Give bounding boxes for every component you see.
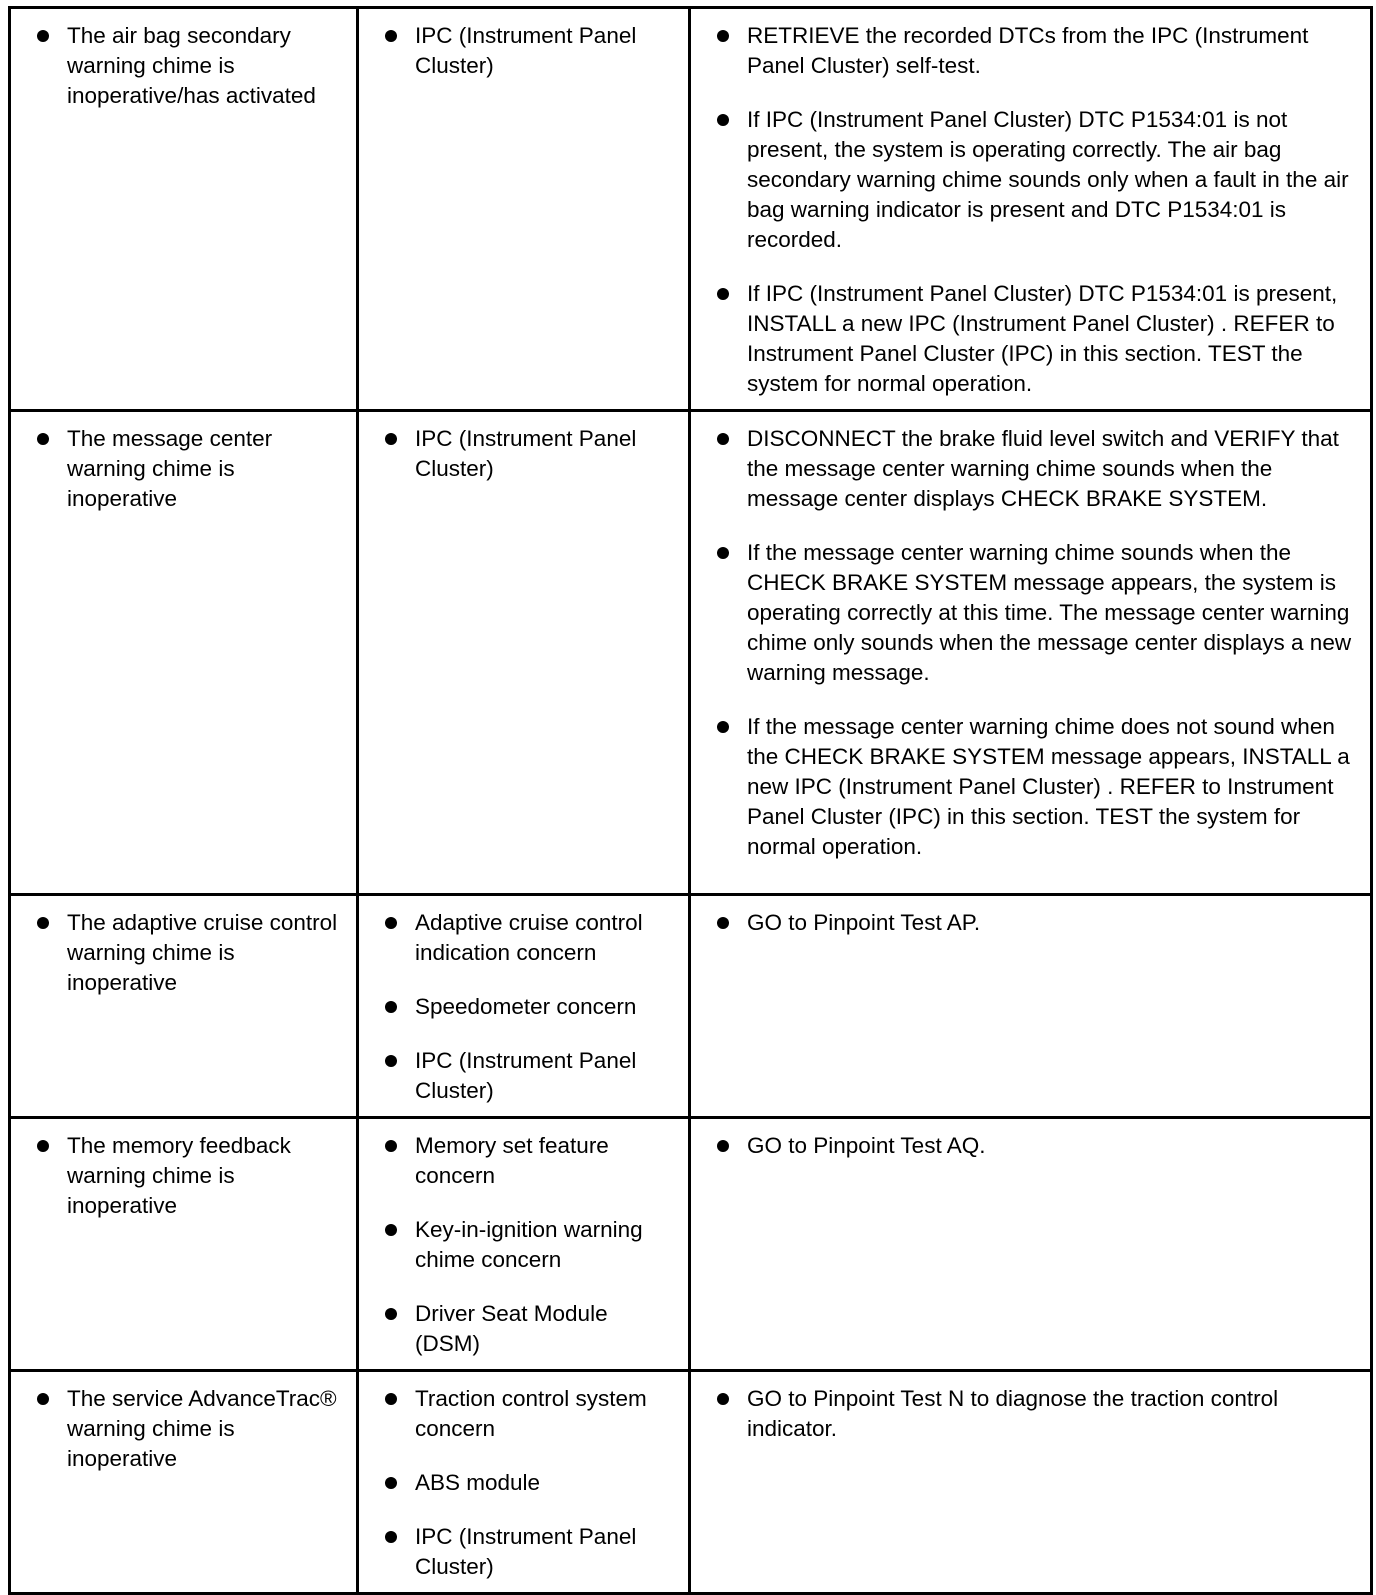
table-row <box>10 8 1372 411</box>
table-row <box>10 1118 1372 1371</box>
bullet-icon <box>37 1140 49 1152</box>
list-item <box>705 908 1360 938</box>
list-item <box>705 712 1360 862</box>
action-text: If the message center warning chime sounds when the CHECK BRAKE SYSTEM message appears, the system is operating correctly at this time. The message center warning chime only sounds when the message center displays a new warning message. <box>747 540 1352 685</box>
bullet-icon <box>385 1001 397 1013</box>
list-item <box>705 1384 1360 1444</box>
bullet-icon <box>37 433 49 445</box>
action-text: If IPC (Instrument Panel Cluster) DTC P1534:01 is not present, the system is operating correctly. The air bag secondary warning chime sounds only when a fault in the air bag warning indicator is present and DTC P1534:01 is recorded. <box>747 107 1349 252</box>
list-item <box>373 1131 678 1191</box>
symptom-chart-table <box>8 6 1373 1595</box>
condition-text: The service AdvanceTrac® warning chime is inoperative <box>67 1386 337 1471</box>
source-text: Memory set feature concern <box>415 1133 609 1188</box>
table-row <box>10 1371 1372 1594</box>
action-cell <box>690 1118 1372 1371</box>
source-text: IPC (Instrument Panel Cluster) <box>415 1048 637 1103</box>
bullet-icon <box>717 917 729 929</box>
list-item <box>25 908 346 998</box>
bullet-icon <box>37 1393 49 1405</box>
table-row <box>10 895 1372 1118</box>
list-item <box>25 21 346 111</box>
bullet-icon <box>385 433 397 445</box>
bullet-icon <box>717 114 729 126</box>
list-item <box>373 1522 678 1582</box>
list-item <box>705 1131 1360 1161</box>
list-item <box>373 1215 678 1275</box>
bullet-icon <box>717 547 729 559</box>
list-item <box>705 538 1360 688</box>
source-text: IPC (Instrument Panel Cluster) <box>415 1524 637 1579</box>
condition-cell <box>10 895 358 1118</box>
bullet-icon <box>385 1308 397 1320</box>
condition-cell <box>10 411 358 895</box>
list-item <box>373 424 678 484</box>
list-item <box>373 1299 678 1359</box>
source-text: Traction control system concern <box>415 1386 647 1441</box>
bullet-icon <box>385 917 397 929</box>
action-text: If the message center warning chime does not sound when the CHECK BRAKE SYSTEM message appears, INSTALL a new IPC (Instrument Panel Cluster) . REFER to Instrument Panel Cluster (IPC) in this section. TEST the system for normal operation. <box>747 714 1350 859</box>
list-item <box>373 1468 678 1498</box>
list-item <box>705 279 1360 399</box>
source-text: Speedometer concern <box>415 994 637 1019</box>
condition-text: The memory feedback warning chime is inoperative <box>67 1133 291 1218</box>
condition-text: The message center warning chime is inoperative <box>67 426 273 511</box>
list-item <box>25 1131 346 1221</box>
list-item <box>25 1384 346 1474</box>
action-text: RETRIEVE the recorded DTCs from the IPC (Instrument Panel Cluster) self-test. <box>747 23 1309 78</box>
bullet-icon <box>37 30 49 42</box>
bullet-icon <box>385 1140 397 1152</box>
list-item <box>373 992 678 1022</box>
possible-sources-cell <box>358 1371 690 1594</box>
action-cell <box>690 895 1372 1118</box>
list-item <box>705 424 1360 514</box>
bullet-icon <box>385 1055 397 1067</box>
list-item <box>705 105 1360 255</box>
list-item <box>373 21 678 81</box>
possible-sources-cell <box>358 895 690 1118</box>
bullet-icon <box>385 1224 397 1236</box>
list-item <box>25 424 346 514</box>
bullet-icon <box>385 1531 397 1543</box>
possible-sources-cell <box>358 1118 690 1371</box>
action-cell <box>690 411 1372 895</box>
action-text: DISCONNECT the brake fluid level switch and VERIFY that the message center warning chime sounds when the message center displays CHECK BRAKE SYSTEM. <box>747 426 1339 511</box>
list-item <box>373 1046 678 1106</box>
bullet-icon <box>717 30 729 42</box>
possible-sources-cell <box>358 8 690 411</box>
source-text: IPC (Instrument Panel Cluster) <box>415 426 637 481</box>
bullet-icon <box>717 288 729 300</box>
action-text: GO to Pinpoint Test AP. <box>747 910 981 935</box>
list-item <box>373 1384 678 1444</box>
condition-text: The air bag secondary warning chime is inoperative/has activated <box>67 23 316 108</box>
condition-text: The adaptive cruise control warning chime is inoperative <box>67 910 338 995</box>
action-cell <box>690 8 1372 411</box>
source-text: IPC (Instrument Panel Cluster) <box>415 23 637 78</box>
source-text: Key-in-ignition warning chime concern <box>415 1217 643 1272</box>
bullet-icon <box>37 917 49 929</box>
source-text: ABS module <box>415 1470 541 1495</box>
condition-cell <box>10 1371 358 1594</box>
table-row <box>10 411 1372 895</box>
action-text: GO to Pinpoint Test AQ. <box>747 1133 986 1158</box>
list-item <box>373 908 678 968</box>
bullet-icon <box>385 1393 397 1405</box>
action-text: GO to Pinpoint Test N to diagnose the traction control indicator. <box>747 1386 1279 1441</box>
action-text: If IPC (Instrument Panel Cluster) DTC P1534:01 is present, INSTALL a new IPC (Instrument Panel Cluster) . REFER to Instrument Panel Cluster (IPC) in this section. TEST the system for normal operation. <box>747 281 1338 396</box>
bullet-icon <box>717 1393 729 1405</box>
condition-cell <box>10 8 358 411</box>
condition-cell <box>10 1118 358 1371</box>
bullet-icon <box>385 30 397 42</box>
source-text: Driver Seat Module (DSM) <box>415 1301 608 1356</box>
bullet-icon <box>385 1477 397 1489</box>
action-cell <box>690 1371 1372 1594</box>
source-text: Adaptive cruise control indication concern <box>415 910 643 965</box>
possible-sources-cell <box>358 411 690 895</box>
bullet-icon <box>717 433 729 445</box>
bullet-icon <box>717 721 729 733</box>
list-item <box>705 21 1360 81</box>
bullet-icon <box>717 1140 729 1152</box>
